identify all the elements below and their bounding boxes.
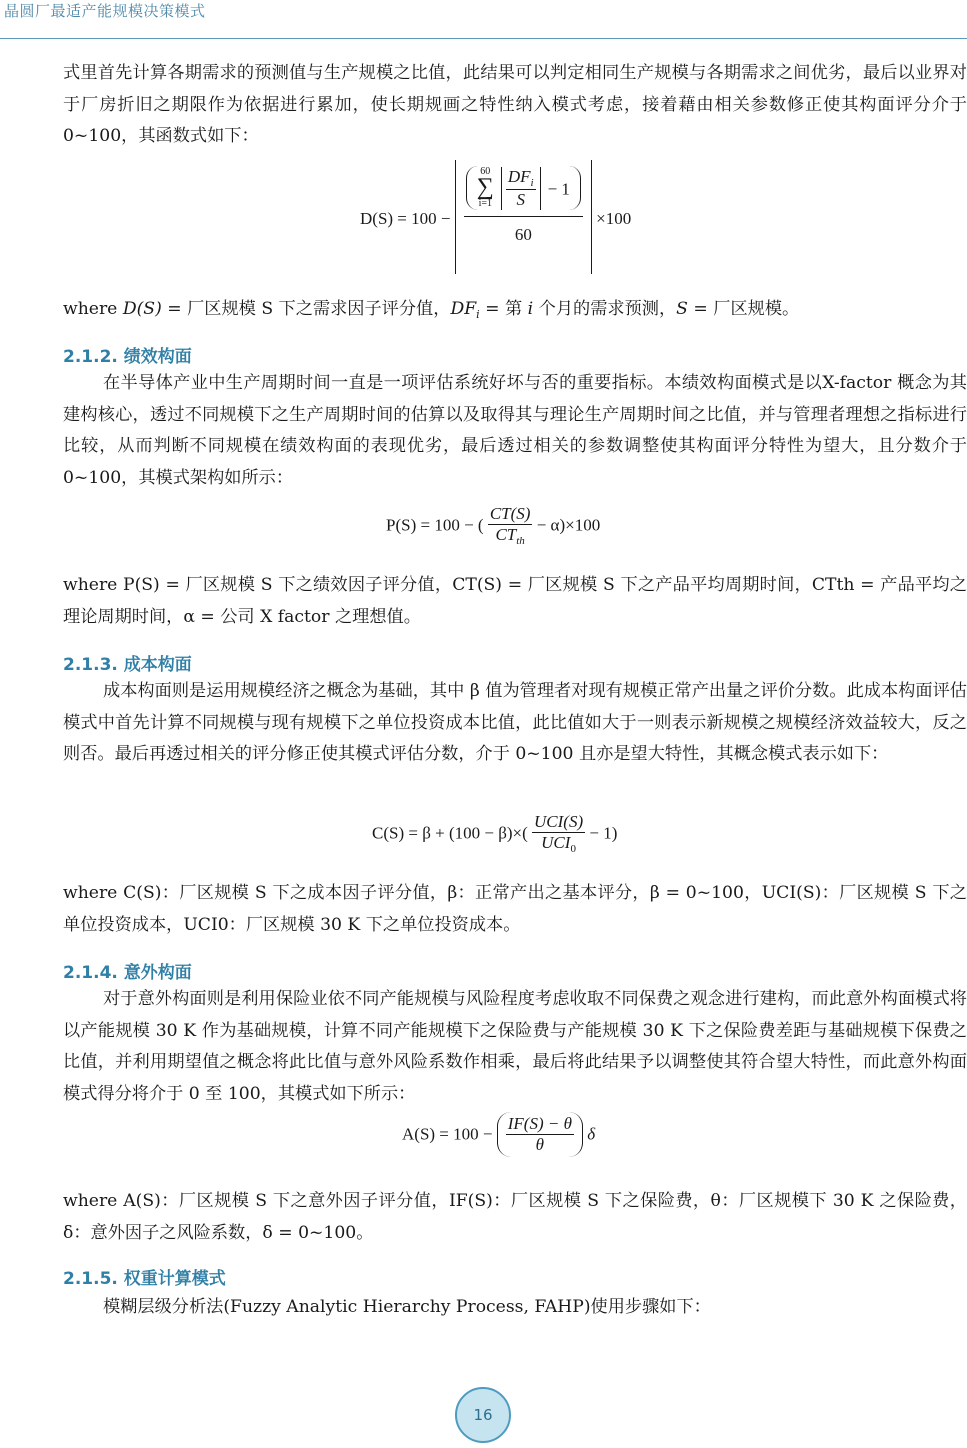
demand-denominator: 60 <box>514 225 532 244</box>
where-df-desc-b: 个月的需求预测， <box>533 299 677 319</box>
accident-where: where A(S)：厂区规模 S 下之意外因子评分值，IF(S)：厂区规模 S 下之保险费，θ：厂区规模下 30 K 之保险费，δ：意外因子之风险系数，δ = 0~100。 <box>63 1191 967 1243</box>
where-s-desc: = 厂区规模。 <box>687 299 800 319</box>
demand-main-fraction <box>464 166 583 245</box>
cost-den: UCI <box>541 833 571 852</box>
demand-minus-one: − 1 <box>547 179 570 199</box>
where-df-desc-a: = 第 <box>479 299 528 319</box>
where-df-sub: i <box>476 308 480 321</box>
demand-where <box>63 294 967 331</box>
performance-where: where P(S) = 厂区规模 S 下之绩效因子评分值，CT(S) = 厂区规模 S 下之产品平均周期时间，CTth = 产品平均之理论周期时间，α = 公司 X factor 之理想值。 <box>63 575 967 627</box>
cost-where: where C(S)：厂区规模 S 下之成本因子评分值，β：正常产出之基本评分，β = 0~100，UCI(S)：厂区规模 S 下之单位投资成本，UCI0：厂区规模 30 K 下之单位投资成本。 <box>63 883 967 935</box>
cost-den-sub: 0 <box>570 843 576 855</box>
cost-num: UCI(S) <box>534 812 584 831</box>
page-header <box>0 0 967 40</box>
cost-lhs: C(S) = β + (100 − β)×( <box>372 823 528 843</box>
accident-formula <box>402 1112 595 1157</box>
acc-lhs: A(S) = 100 − <box>402 1124 493 1144</box>
demand-lhs: D(S) = 100 − <box>360 209 451 228</box>
cost-paragraph: 成本构面则是运用规模经济之概念为基础，其中 β 值为管理者对现有规模正常产出量之评价分数。此成本构面评估模式中首先计算不同规模与现有规模下之单位投资成本比值，此比值如大于一则表示新规模之规模经济效益较大，反之则否。最后再透过相关的评分修正使其模式评估分数，介于 0~100 且亦是望大特性，其概念模式表示如下： <box>63 681 967 764</box>
demand-times: ×100 <box>596 209 632 228</box>
heading-accident: 2.1.4. 意外构面 <box>63 963 192 983</box>
page-number-badge: 16 <box>455 1387 511 1443</box>
demand-formula <box>360 162 631 280</box>
perf-num: CT(S) <box>489 504 531 523</box>
where-ds: D(S) <box>122 299 162 319</box>
cost-tail: − 1) <box>589 823 618 843</box>
acc-tail: δ <box>587 1124 596 1144</box>
performance-paragraph: 在半导体产业中生产周期时间一直是一项评估系统好坏与否的重要指标。本绩效构面模式是以X-factor 概念为其建构核心，透过不同规模下之生产周期时间的估算以及取得其与理论生产周期时间之比值，并与管理者理想之指标进行比较，从而判断不同规模在绩效构面的表现优劣，最后透过相关的参数调整使其构面评分特性为望大，且分数介于 0~100，其模式架构如所示： <box>63 373 967 488</box>
demand-s: S <box>516 189 525 209</box>
weight-paragraph: 模糊层级分析法(Fuzzy Analytic Hierarchy Process, FAHP)使用步骤如下： <box>103 1297 711 1317</box>
demand-df: DF <box>507 166 531 186</box>
cost-formula <box>372 812 617 855</box>
perf-tail: − α)×100 <box>536 515 601 535</box>
heading-cost: 2.1.3. 成本构面 <box>63 655 192 675</box>
acc-fraction <box>506 1114 574 1155</box>
perf-fraction <box>488 504 533 547</box>
sum-upper-limit: 60 <box>480 166 491 177</box>
acc-den: θ <box>535 1135 545 1154</box>
running-title: 晶圆厂最适产能规模决策模式 <box>4 2 206 20</box>
cost-fraction <box>532 812 585 855</box>
heading-performance: 2.1.2. 绩效构面 <box>63 347 192 367</box>
perf-den-sub: th <box>516 535 525 547</box>
intro-paragraph: 式里首先计算各期需求的预测值与生产规模之比值，此结果可以判定相同生产规模与各期需求之间优劣，最后以业界对于厂房折旧之期限作为依据进行累加，使长期规画之特性纳入模式考虑，接着藉由相关参数修正使其构面评分介于 0~100，其函数式如下： <box>63 63 967 146</box>
where-df: DF <box>450 299 477 319</box>
demand-inner-fraction <box>501 167 541 210</box>
perf-den: CT <box>495 525 517 544</box>
where-ds-desc: = 厂区规模 S 下之需求因子评分值， <box>161 299 451 319</box>
perf-lhs: P(S) = 100 − ( <box>386 515 484 535</box>
demand-bracket <box>455 160 592 274</box>
where-s: S <box>676 299 688 319</box>
heading-weight: 2.1.5. 权重计算模式 <box>63 1269 226 1289</box>
accident-paragraph: 对于意外构面则是利用保险业依不同产能规模与风险程度考虑收取不同保费之观念进行建构，而此意外构面模式将以产能规模 30 K 作为基础规模，计算不同产能规模下之保险费与产能规模 30 K 下之保险费差距与基础规模下保费之比值，并利用期望值之概念将此比值与意外风险系数作相乘，最后将此结果予以调整使其符合望大特性，而此意外构面模式得分将介于 0 至 100，其模式如下所示： <box>63 989 967 1104</box>
where-word: where <box>63 299 123 319</box>
demand-sum-group: 60 ∑ i=1 $\frac{DF_i}{S}$ − 1 <box>466 166 581 210</box>
acc-paren-group <box>497 1112 583 1157</box>
acc-num: IF(S) − θ <box>507 1114 572 1133</box>
sum-lower-limit: i=1 <box>478 198 492 209</box>
performance-formula <box>386 504 600 547</box>
header-rule <box>0 38 967 39</box>
demand-df-sub: i <box>530 176 534 189</box>
where-i: i <box>527 299 534 319</box>
